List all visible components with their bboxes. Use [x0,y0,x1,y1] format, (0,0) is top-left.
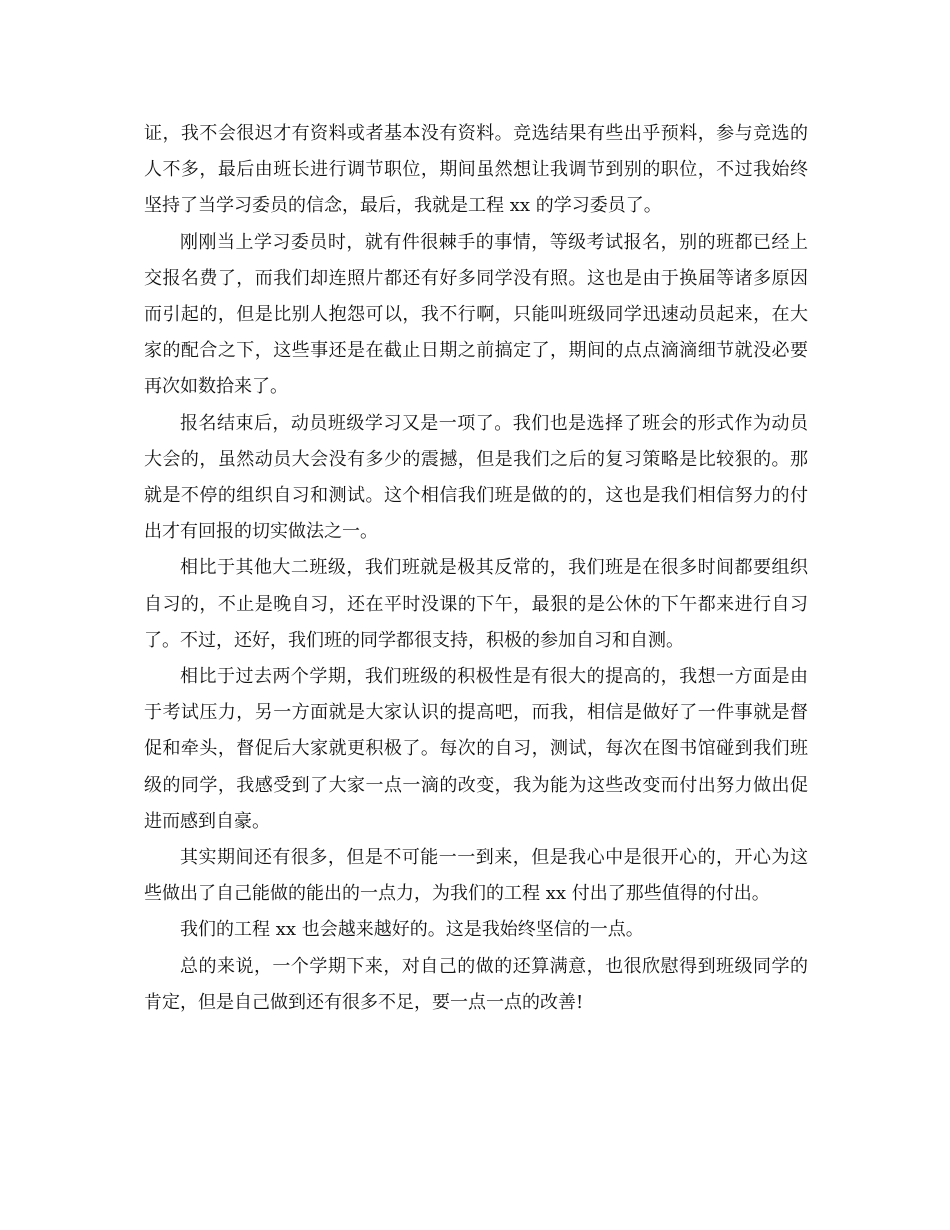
paragraph-continuation: 证，我不会很迟才有资料或者基本没有资料。竞选结果有些出乎预料，参与竞选的人不多，最后由班长进行调节职位，期间虽然想让我调节到别的职位，不过我始终坚持了当学习委员的信念，最后，我就是工程 xx 的学习委员了。 [144,123,808,217]
paragraph-summary: 总的来说，一个学期下来，对自己的做的还算满意，也很欣慰得到班级同学的肯定，但是自己做到还有很多不足，要一点一点的改善! [144,955,808,1013]
paragraph-improvement: 相比于过去两个学期，我们班级的积极性是有很大的提高的，我想一方面是由于考试压力，另一方面就是大家认识的提高吧，而我，相信是做好了一件事就是督促和牵头，督促后大家就更积极了。每次的自习，测试，每次在图书馆碰到我们班级的同学，我感受到了大家一点一滴的改变，我为能为这些改变而付出努力做出促进而感到自豪。 [144,666,808,832]
paragraph-mobilization: 报名结束后，动员班级学习又是一项了。我们也是选择了班会的形式作为动员大会的，虽然动员大会没有多少的震撼，但是我们之后的复习策略是比较狠的。那就是不停的组织自习和测试。这个相信我们班是做的的，这也是我们相信努力的付出才有回报的切实做法之一。 [144,412,808,543]
document-body [144,116,808,1021]
paragraph-self-study: 相比于其他大二班级，我们班就是极其反常的，我们班是在很多时间都要组织自习的，不止是晚自习，还在平时没课的下午，最狠的是公休的下午都来进行自习了。不过，还好，我们班的同学都很支持，积极的参加自习和自测。 [144,557,808,651]
paragraph-registration: 刚刚当上学习委员时，就有件很棘手的事情，等级考试报名，别的班都已经上交报名费了，而我们却连照片都还有好多同学没有照。这也是由于换届等诸多原因而引起的，但是比别人抱怨可以，我不行啊，只能叫班级同学迅速动员起来，在大家的配合之下，这些事还是在截止日期之前搞定了，期间的点点滴滴细节就没必要再次如数拾来了。 [144,231,808,398]
paragraph-reflection: 其实期间还有很多，但是不可能一一到来，但是我心中是很开心的，开心为这些做出了自己能做的能出的一点力，为我们的工程 xx 付出了那些值得的付出。 [144,847,808,905]
paragraph-belief: 我们的工程 xx 也会越来越好的。这是我始终坚信的一点。 [180,919,644,941]
